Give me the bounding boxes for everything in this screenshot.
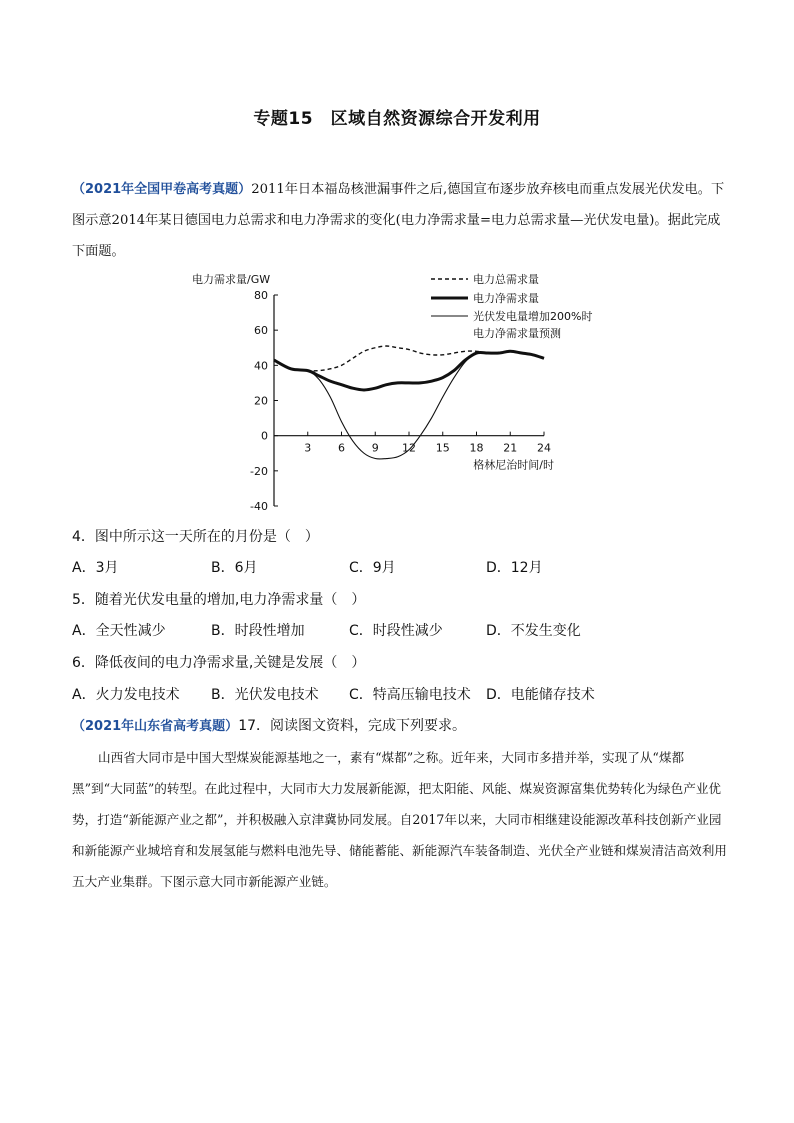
question-5-option-d[interactable]: D．不发生变化 [486, 623, 581, 639]
question-6-options [72, 684, 732, 706]
question-5-stem: 5．随着光伏发电量的增加,电力净需求量（ ） [72, 592, 366, 608]
question-17-header [72, 715, 466, 735]
x-tick-label: 24 [537, 441, 551, 455]
question-4-option-c[interactable]: C．9月 [349, 560, 396, 576]
question-4-options [72, 557, 732, 579]
intro-source: （2021年全国甲卷高考真题） [72, 182, 252, 197]
x-tick-label: 6 [338, 441, 345, 455]
x-tick-label: 3 [304, 441, 312, 455]
x-axis-label: 格林尼治时间/时 [473, 458, 554, 472]
y-tick-label: 20 [254, 394, 268, 408]
legend-forecast-label-line2: 电力净需求量预测 [473, 327, 561, 340]
y-tick-label: 60 [254, 324, 268, 338]
question-6-option-a[interactable]: A．火力发电技术 [72, 687, 180, 703]
electricity-demand-chart [186, 266, 616, 516]
page-title: 专题15 区域自然资源综合开发利用 [253, 109, 541, 129]
intro-text: 2011年日本福岛核泄漏事件之后,德国宣布逐步放弃核电而重点发展光伏发电。下图示意2014年某日德国电力总需求和电力净需求的变化(电力净需求量=电力总需求量—光伏发电量)。据此完成下面题。 [72, 182, 725, 259]
intro-paragraph [72, 174, 728, 267]
question-4-option-a[interactable]: A．3月 [72, 560, 119, 576]
question-5-option-a[interactable]: A．全天性减少 [72, 623, 166, 639]
x-tick-label: 12 [402, 441, 416, 455]
question-17-source: （2021年山东省高考真题） [72, 719, 239, 734]
question-6-option-c[interactable]: C．特高压输电技术 [349, 687, 471, 703]
y-tick-label: -20 [250, 464, 268, 478]
y-axis-label: 电力需求量/GW [192, 273, 271, 286]
question-17-stem: 17．阅读图文资料，完成下列要求。 [238, 718, 467, 734]
question-5-option-c[interactable]: C．时段性减少 [349, 623, 443, 639]
question-6-stem: 6．降低夜间的电力净需求量,关键是发展（ ） [72, 655, 366, 671]
question-5-option-b[interactable]: B．时段性增加 [211, 623, 305, 639]
x-tick-label: 21 [503, 441, 518, 455]
question-17-paragraph: 山西省大同市是中国大型煤炭能源基地之一，素有“煤都”之称。近年来，大同市多措并举，实现了从“煤都黑”到“大同蓝”的转型。在此过程中，大同市大力发展新能源，把太阳能、风能、煤炭资源富集优势转化为绿色产业优势，打造“新能源产业之都”，并积极融入京津冀协同发展。自2017年以来，大同市相继建设能源改革科技创新产业园和新能源产业城培育和发展氢能与燃料电池先导、储能蓄能、新能源汽车装备制造、光伏全产业链和煤炭清洁高效利用五大产业集群。下图示意大同市新能源产业链。 [72, 750, 727, 889]
x-tick-label: 18 [469, 441, 484, 455]
x-tick-label: 9 [371, 441, 379, 455]
legend-net-demand-label: 电力净需求量 [473, 292, 539, 305]
legend-forecast-label: 光伏发电量增加200%时 [473, 310, 593, 323]
question-6-option-b[interactable]: B．光伏发电技术 [211, 687, 319, 703]
y-tick-label: 80 [254, 289, 268, 302]
question-4-stem: 4．图中所示这一天所在的月份是（ ） [72, 529, 319, 545]
question-6-option-d[interactable]: D．电能储存技术 [486, 687, 595, 703]
total-demand-line [274, 346, 544, 371]
question-5-options [72, 620, 732, 642]
legend-total-demand-label: 电力总需求量 [473, 273, 539, 286]
y-tick-label: -40 [250, 500, 268, 513]
y-tick-label: 40 [254, 359, 268, 373]
question-4-option-b[interactable]: B．6月 [211, 560, 258, 576]
question-4-option-d[interactable]: D．12月 [486, 560, 543, 576]
y-tick-label: 0 [261, 429, 268, 443]
x-tick-label: 15 [435, 441, 450, 455]
